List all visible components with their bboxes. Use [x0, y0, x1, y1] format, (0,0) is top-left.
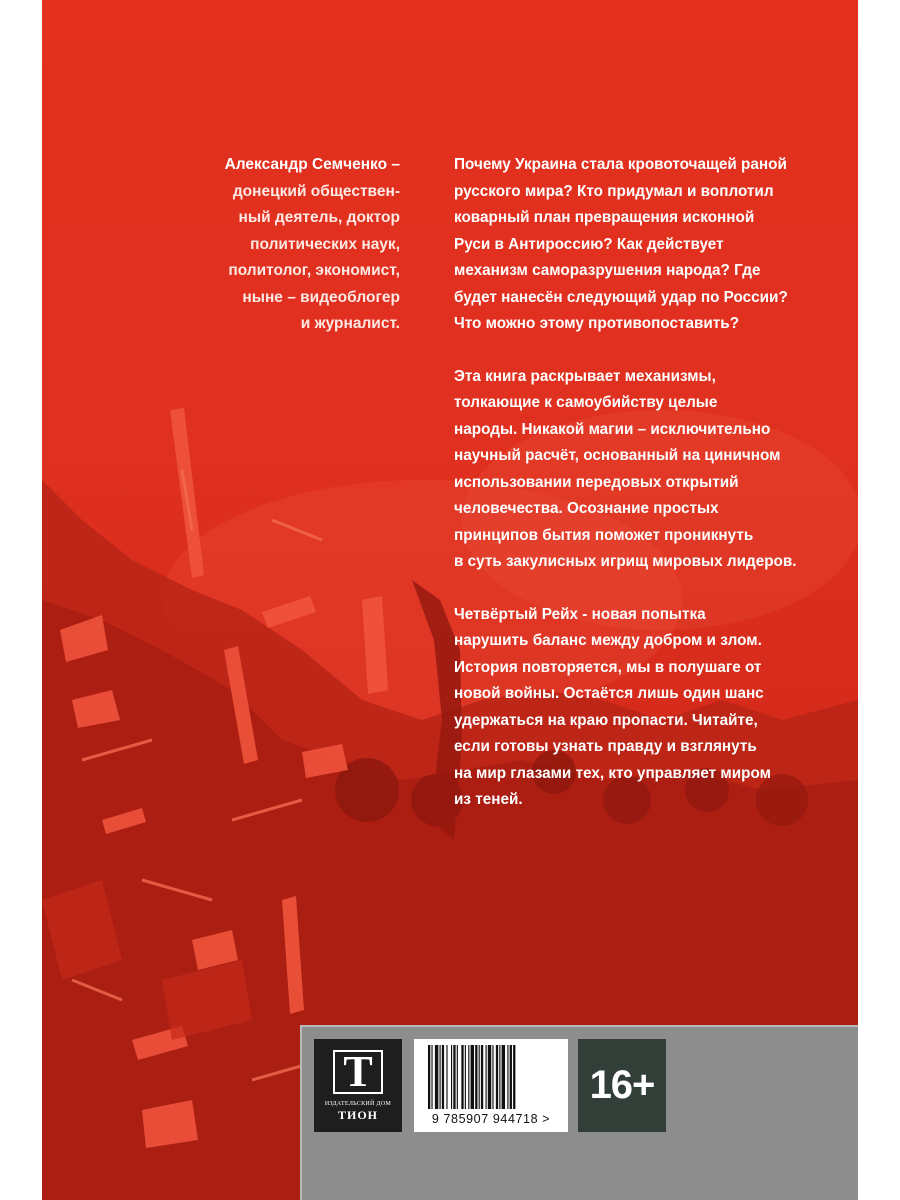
author-bio-line: политолог, экономист, [228, 262, 400, 279]
barcode-bar [499, 1045, 500, 1109]
publisher-logo-letter: Т [333, 1050, 383, 1094]
author-bio-line: и журналист. [300, 315, 400, 332]
barcode-bar [428, 1045, 430, 1109]
publisher-subtitle: ИЗДАТЕЛЬСКИЙ ДОМ [324, 1101, 392, 1107]
barcode-bar [486, 1045, 487, 1109]
barcode-bar [457, 1045, 458, 1109]
barcode-bars [428, 1045, 554, 1111]
barcode-bar [510, 1045, 512, 1109]
publisher-name: ТИОН [337, 1108, 378, 1122]
book-blurb [454, 152, 826, 840]
barcode-panel [300, 1025, 858, 1200]
barcode-bar [461, 1045, 463, 1109]
author-name: Александр Семченко – [224, 156, 400, 173]
barcode-bar [502, 1045, 505, 1109]
blurb-paragraph-3: Четвёртый Рейх - новая попытка нарушить баланс между добром и злом. История повторяется, мы в полушаге от новой войны. Остаётся лишь один шанс удержаться на краю пропасти. Читайте, если готовы узнать правду и взглянуть на мир глазами тех, кто управляет миром из теней. [454, 605, 771, 808]
barcode-bar [468, 1045, 469, 1109]
barcode-bar [488, 1045, 491, 1109]
barcode-bar [451, 1045, 452, 1109]
barcode-bar [513, 1045, 515, 1109]
barcode-bar [435, 1045, 438, 1109]
age-rating-badge: 16+ [578, 1039, 666, 1132]
barcode-bar [475, 1045, 477, 1109]
isbn-digits: 9 785907 944718 > [431, 1112, 551, 1126]
book-back-cover [42, 0, 858, 1200]
barcode-bar [479, 1045, 480, 1109]
barcode-bar [481, 1045, 483, 1109]
barcode-bar [442, 1045, 444, 1109]
barcode-bar [471, 1045, 474, 1109]
blurb-paragraph-1: Почему Украина стала кровоточащей раной русского мира? Кто придумал и воплотил коварный план превращения исконной Руси в Антироссию? Как действует механизм саморазрушения народа? Где будет нанесён следующий удар по России? Что можно этому противопоставить? [454, 156, 788, 332]
barcode-bar [431, 1045, 432, 1109]
barcode-bar [440, 1045, 441, 1109]
barcode-bar [453, 1045, 455, 1109]
barcode-bar [465, 1045, 466, 1109]
author-bio [192, 152, 400, 338]
barcode-bar [446, 1045, 447, 1109]
barcode-bar [507, 1045, 508, 1109]
author-bio-line: ный деятель, доктор [238, 209, 400, 226]
author-bio-line: ныне – видеоблогер [242, 288, 400, 306]
author-bio-line: политических наук, [250, 235, 400, 253]
blurb-paragraph-2: Эта книга раскрывает механизмы, толкающие к самоубийству целые народы. Никакой магии – исключительно научный расчёт, основанный на циничном использовании передовых открытий человечества. Осознание простых принципов бытия поможет проникнуть в суть закулисных игрищ мировых лидеров. [454, 367, 797, 570]
barcode-bar [496, 1045, 498, 1109]
author-bio-line: донецкий обществен- [232, 182, 400, 200]
isbn-barcode [414, 1039, 568, 1132]
barcode-bar [492, 1045, 493, 1109]
publisher-logo [314, 1039, 402, 1132]
